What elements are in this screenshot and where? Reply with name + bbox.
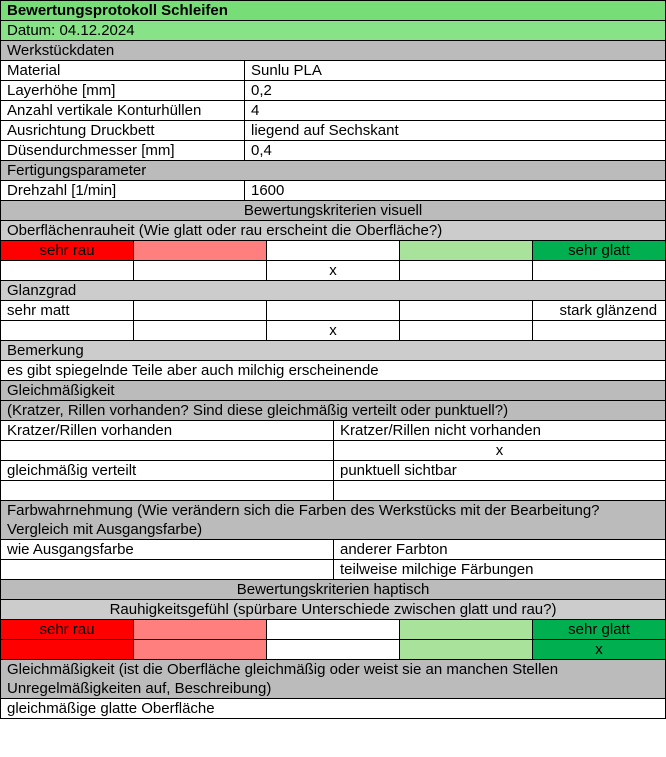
rating-cell[interactable] [267,640,400,660]
rating-cell[interactable] [334,481,666,501]
workpiece-label: Düsendurchmesser [mm] [1,141,245,161]
workpiece-label: Anzahl vertikale Konturhüllen [1,101,245,121]
rating-mark[interactable]: x [533,640,666,660]
remark-label: Bemerkung [1,341,666,361]
workpiece-value: 0,2 [245,81,666,101]
scale-very-rough: sehr rau [1,241,134,261]
rating-cell[interactable] [1,321,134,341]
option-scratches-present: Kratzer/Rillen vorhanden [1,421,334,441]
rating-cell[interactable] [533,261,666,281]
color-answer[interactable]: teilweise milchige Färbungen [334,560,666,580]
haptic-uniformity-answer[interactable]: gleichmäßige glatte Oberfläche [1,699,666,719]
remark-text[interactable]: es gibt spiegelnde Teile aber auch milchig erscheinende [1,361,666,381]
uniformity-question-detail: (Kratzer, Rillen vorhanden? Sind diese gleichmäßig verteilt oder punktuell?) [1,401,666,421]
option-spot-visible: punktuell sichtbar [334,461,666,481]
option-original-color: wie Ausgangsfarbe [1,540,334,560]
workpiece-value: 4 [245,101,666,121]
workpiece-value: 0,4 [245,141,666,161]
scale-smooth [400,620,533,640]
scale-neutral [267,620,400,640]
rating-mark[interactable]: x [334,441,666,461]
rating-cell[interactable] [134,640,267,660]
haptic-criteria-header: Bewertungskriterien haptisch [1,580,666,600]
scale-very-smooth: sehr glatt [533,620,666,640]
protocol-title: Bewertungsprotokoll Schleifen [1,1,666,21]
surface-roughness-question: Oberflächenrauheit (Wie glatt oder rau erscheint die Oberfläche?) [1,221,666,241]
protocol-date: Datum: 04.12.2024 [1,21,666,41]
rating-cell[interactable] [533,321,666,341]
haptic-uniformity-question: Gleichmäßigkeit (ist die Oberfläche gleichmäßig oder weist sie an manchen Stellen Unregelmäßigkeiten auf, Beschreibung) [1,660,666,699]
option-evenly-distributed: gleichmäßig verteilt [1,461,334,481]
workpiece-label: Ausrichtung Druckbett [1,121,245,141]
haptic-roughness-question: Rauhigkeitsgefühl (spürbare Unterschiede zwischen glatt und rau?) [1,600,666,620]
rating-cell[interactable] [400,261,533,281]
params-value: 1600 [245,181,666,201]
rating-cell[interactable] [134,321,267,341]
gloss-scale-cell [134,301,267,321]
rating-cell[interactable] [400,321,533,341]
gloss-scale-high: stark glänzend [533,301,666,321]
workpiece-value: liegend auf Sechskant [245,121,666,141]
rating-cell[interactable] [134,261,267,281]
workpiece-label: Layerhöhe [mm] [1,81,245,101]
params-header: Fertigungsparameter [1,161,666,181]
rating-cell[interactable] [1,560,334,580]
gloss-scale-cell [267,301,400,321]
rating-mark[interactable]: x [267,261,400,281]
rating-cell[interactable] [400,640,533,660]
visual-criteria-header: Bewertungskriterien visuell [1,201,666,221]
scale-smooth [400,241,533,261]
option-scratches-absent: Kratzer/Rillen nicht vorhanden [334,421,666,441]
scale-rough [134,620,267,640]
rating-cell[interactable] [1,261,134,281]
rating-mark[interactable]: x [267,321,400,341]
color-perception-question: Farbwahrnehmung (Wie verändern sich die Farben des Werkstücks mit der Bearbeitung? Vergleich mit Ausgangsfarbe) [1,501,666,540]
rating-cell[interactable] [1,441,334,461]
params-label: Drehzahl [1/min] [1,181,245,201]
rating-cell[interactable] [1,481,334,501]
gloss-scale-low: sehr matt [1,301,134,321]
workpiece-value: Sunlu PLA [245,61,666,81]
workpiece-header: Werkstückdaten [1,41,666,61]
scale-very-rough: sehr rau [1,620,134,640]
gloss-scale-cell [400,301,533,321]
scale-rough [134,241,267,261]
scale-neutral [267,241,400,261]
gloss-question: Glanzgrad [1,281,666,301]
option-other-hue: anderer Farbton [334,540,666,560]
rating-cell[interactable] [1,640,134,660]
uniformity-question-title: Gleichmäßigkeit [1,381,666,401]
workpiece-label: Material [1,61,245,81]
scale-very-smooth: sehr glatt [533,241,666,261]
